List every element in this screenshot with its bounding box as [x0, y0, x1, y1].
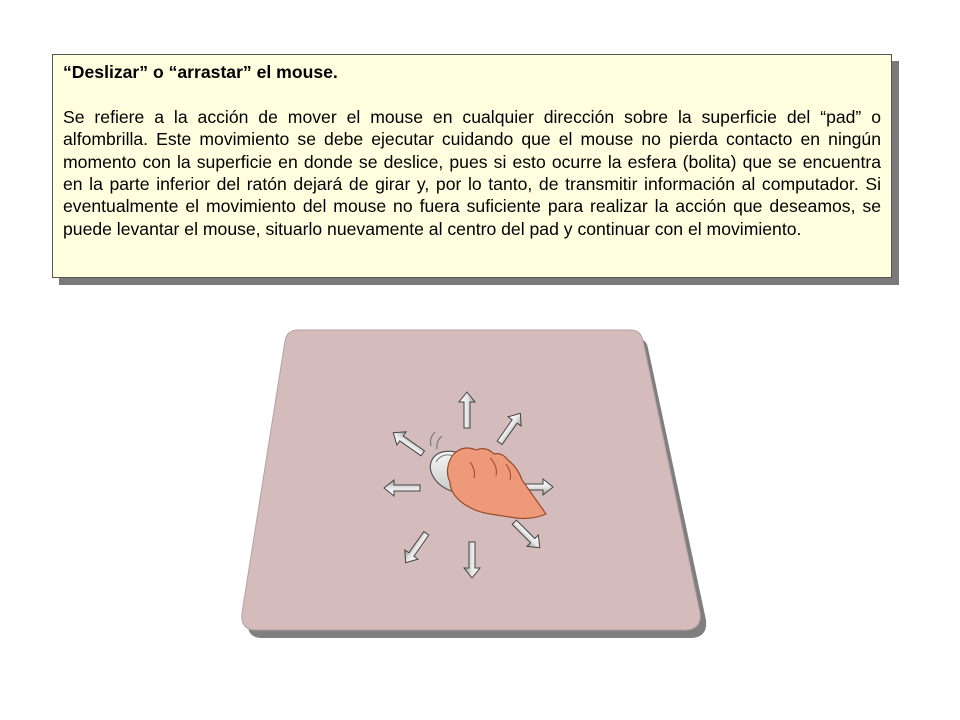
slide-title: “Deslizar” o “arrastar” el mouse.	[63, 62, 338, 82]
slide-body: Se refiere a la acción de mover el mouse en cualquier dirección sobre la superficie del “pad” o alfombrilla. Este movimiento se debe ejecutar cuidando que el mouse no pierda contacto en ningún momento con la superficie en donde se deslice, pues si esto ocurre la esfera (bolita) que se encuentra en la parte inferior del ratón dejará de girar y, por lo tanto, de transmitir información al computador. Si eventualmente el movimiento del mouse no fuera suficiente para realizar la acción que deseamos, se puede levantar el mouse, situarlo nuevamente al centro del pad y continuar con el movimiento.	[63, 106, 881, 239]
